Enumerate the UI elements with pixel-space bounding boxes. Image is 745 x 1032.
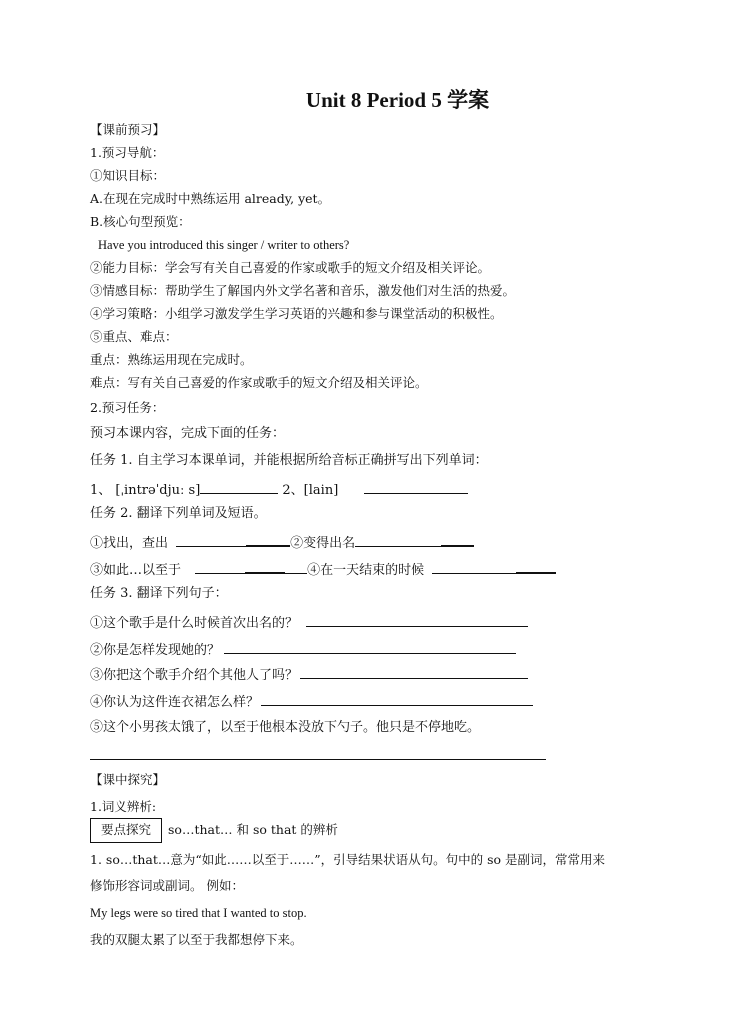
ability-goal: ②能力目标：学会写有关自己喜爱的作家或歌手的短文介绍及相关评论。	[90, 260, 491, 275]
sentence-5: ⑤这个小男孩太饿了，以至于他根本没放下勺子。他只是不停地吃。	[90, 720, 481, 735]
sentence-3-text: ③你把这个歌手介绍个其他人了吗？	[90, 668, 299, 683]
task2: 任务 2. 翻译下列单词及短语。	[90, 506, 267, 521]
sentence-2-text: ②你是怎样发现她的？	[90, 643, 221, 658]
page-title: Unit 8 Period 5 学案	[305, 88, 490, 112]
explore-heading: 【课中探究】	[90, 772, 166, 787]
task2-c: ③如此…以至于	[90, 563, 182, 578]
task1-items	[90, 481, 468, 499]
learning-strategy: ④学习策略：小组学习激发学生学习英语的兴趣和参与课堂活动的积极性。	[90, 306, 503, 321]
task1-blank1[interactable]	[200, 481, 278, 494]
task1-blank2[interactable]	[364, 481, 468, 494]
sentence-3	[90, 666, 528, 684]
item-b: B.核心句型预览：	[90, 214, 191, 229]
task1: 任务 1. 自主学习本课单词，并能根据所给音标正确拼写出下列单词：	[90, 453, 488, 468]
key-point-box: 要点探究	[90, 818, 162, 843]
sentence-4-blank[interactable]	[261, 693, 533, 706]
sentence-4-text: ④你认为这件连衣裙怎么样？	[90, 695, 260, 710]
sentence-5-blank[interactable]	[90, 759, 546, 760]
task2-row1	[90, 533, 474, 552]
task2-blank-b2[interactable]	[441, 533, 474, 547]
preview-nav: 1.预习导航：	[90, 145, 165, 160]
difficult-point: 难点：写有关自己喜爱的作家或歌手的短文介绍及相关评论。	[90, 375, 428, 390]
sentence-1-blank[interactable]	[306, 614, 528, 627]
task2-b: ②变得出名	[290, 536, 356, 551]
task2-d: ④在一天结束的时候	[307, 563, 425, 578]
task2-blank-a[interactable]	[176, 534, 246, 547]
task2-blank-d2[interactable]	[516, 560, 556, 574]
example-chinese: 我的双腿太累了以至于我都想停下来。	[90, 932, 303, 947]
tasks-heading: 2.预习任务：	[90, 400, 165, 415]
example-english: My legs were so tired that I wanted to stop.	[90, 906, 307, 920]
key-point-row	[90, 818, 338, 843]
core-sentence: Have you introduced this singer / writer to others?	[98, 238, 350, 252]
task2-blank-c[interactable]	[195, 561, 245, 574]
emotion-goal: ③情感目标：帮助学生了解国内外文学名著和音乐，激发他们对生活的热爱。	[90, 283, 516, 298]
task2-a: ①找出，查出	[90, 536, 169, 551]
sentence-1	[90, 614, 528, 632]
key-point: 重点：熟练运用现在完成时。	[90, 352, 253, 367]
task2-blank-d[interactable]	[432, 561, 516, 574]
task2-blank-a2[interactable]	[246, 533, 290, 547]
preview-heading: 【课前预习】	[90, 122, 166, 137]
word-analysis: 1.词义辨析:	[90, 799, 157, 814]
sentence-2-blank[interactable]	[224, 641, 516, 654]
item-a: A.在现在完成时中熟练运用 already, yet。	[90, 191, 331, 206]
task1-item1: 1、 [ˌintrəˈdjuː s]	[90, 483, 201, 498]
sentence-1-text: ①这个歌手是什么时候首次出名的？	[90, 616, 299, 631]
sentence-2	[90, 641, 516, 659]
task2-row2	[90, 560, 556, 579]
point1-line1: 1. so…that…意为“如此……以至于……”，引导结果状语从句。句中的 so 是副词，常常用来	[90, 852, 606, 867]
task3: 任务 3. 翻译下列句子：	[90, 586, 228, 601]
sentence-4	[90, 693, 533, 711]
knowledge-goal: ①知识目标：	[90, 168, 166, 183]
point1-line2: 修饰形容词或副词。 例如：	[90, 878, 244, 893]
task2-blank-b[interactable]	[355, 534, 441, 547]
task1-item2: 2、[lain]	[282, 483, 339, 498]
task2-blank-c2[interactable]	[245, 560, 285, 574]
sentence-3-blank[interactable]	[300, 666, 528, 679]
task2-blank-c3[interactable]	[285, 561, 307, 574]
key-point-topic: so…that… 和 so that 的辨析	[168, 822, 338, 837]
key-difficult-heading: ⑤重点、难点：	[90, 329, 178, 344]
tasks-intro: 预习本课内容，完成下面的任务：	[90, 426, 286, 441]
